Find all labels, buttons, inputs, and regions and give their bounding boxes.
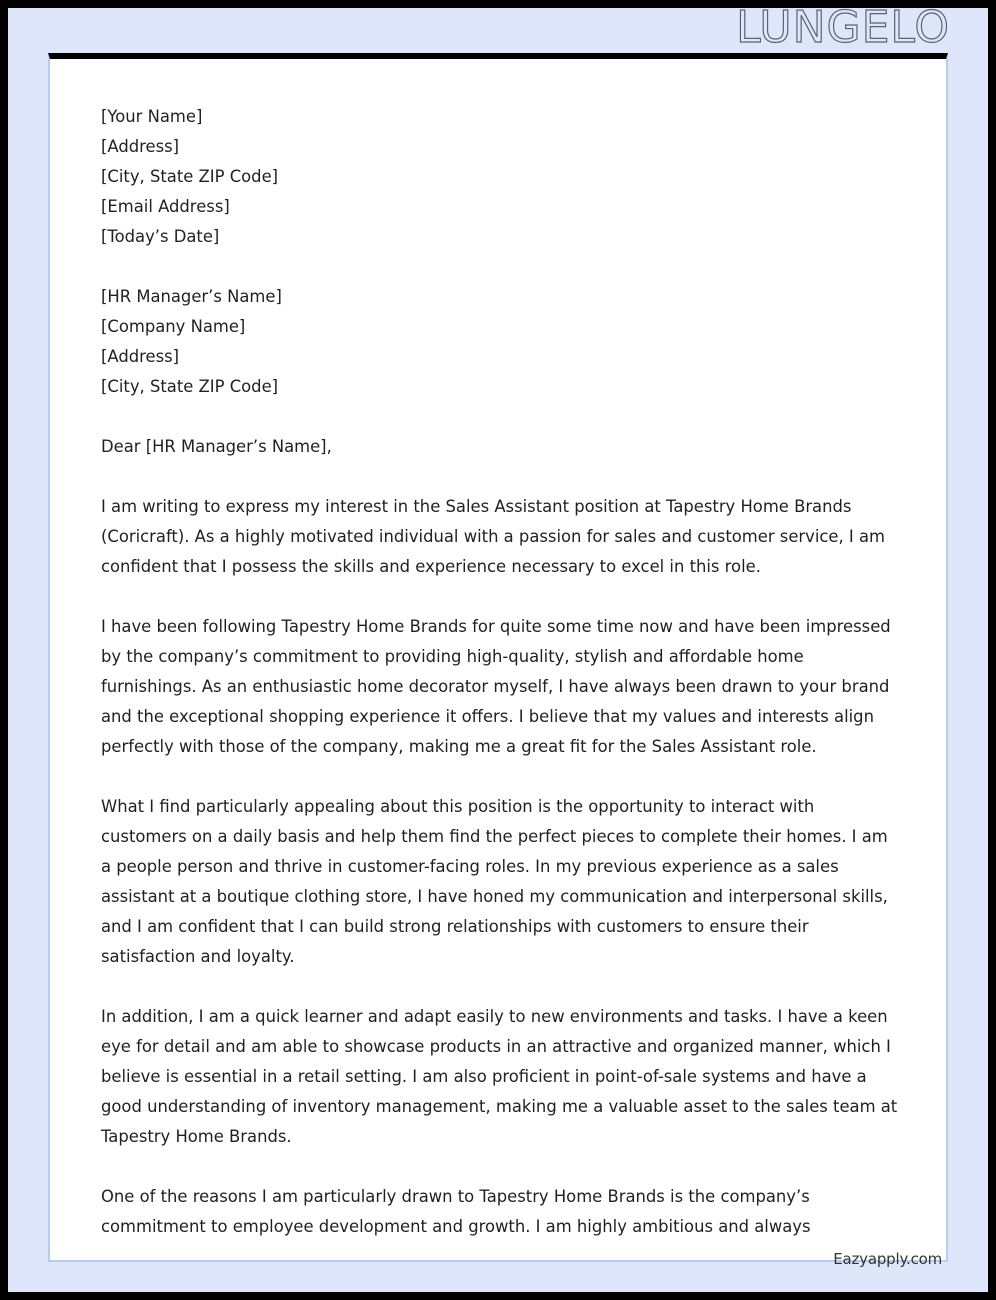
- recipient-address-block: [101, 282, 901, 402]
- brand-title: LUNGELO: [736, 8, 950, 53]
- sender-address-block: [101, 102, 901, 252]
- body-paragraph: I am writing to express my interest in the Sales Assistant position at Tapestry Home Brands (Coricraft). As a highly motivated individual with a passion for sales and customer service, I am confident that I possess the skills and experience necessary to excel in this role.: [101, 497, 885, 576]
- body-paragraph: I have been following Tapestry Home Brands for quite some time now and have been impressed by the company’s commitment to providing high-quality, stylish and affordable home furnishings. As an enthusiastic home decorator myself, I have always been drawn to your brand and the exceptional shopping experience it offers. I believe that my values and interests align perfectly with those of the company, making me a great fit for the Sales Assistant role.: [101, 617, 891, 756]
- document-body: [101, 102, 901, 1242]
- document-header-band: [8, 8, 988, 53]
- sender-line: [Your Name]: [101, 107, 203, 126]
- sender-line: [Address]: [101, 137, 180, 156]
- sender-line: [Email Address]: [101, 197, 230, 216]
- recipient-line: [HR Manager’s Name]: [101, 287, 282, 306]
- recipient-line: [City, State ZIP Code]: [101, 377, 279, 396]
- document-sheet: [48, 53, 948, 1262]
- page-canvas: [8, 8, 988, 1292]
- sender-line: [City, State ZIP Code]: [101, 167, 279, 186]
- recipient-line: [Company Name]: [101, 317, 246, 336]
- body-paragraph: One of the reasons I am particularly drawn to Tapestry Home Brands is the company’s commitment to employee development and growth. I am highly ambitious and always: [101, 1187, 811, 1236]
- sender-line: [Today’s Date]: [101, 227, 220, 246]
- body-paragraph: What I find particularly appealing about this position is the opportunity to interact with customers on a daily basis and help them find the perfect pieces to complete their homes. I am a people person and thrive in customer-facing roles. In my previous experience as a sales assistant at a boutique clothing store, I have honed my communication and interpersonal skills, and I am confident that I can build strong relationships with customers to ensure their satisfaction and loyalty.: [101, 797, 888, 966]
- salutation: Dear [HR Manager’s Name],: [101, 437, 332, 456]
- watermark-label: Eazyapply.com: [833, 1250, 942, 1268]
- recipient-line: [Address]: [101, 347, 180, 366]
- body-paragraph: In addition, I am a quick learner and adapt easily to new environments and tasks. I have a keen eye for detail and am able to showcase products in an attractive and organized manner, which I believe is essential in a retail setting. I am also proficient in point-of-sale systems and have a good understanding of inventory management, making me a valuable asset to the sales team at Tapestry Home Brands.: [101, 1007, 898, 1146]
